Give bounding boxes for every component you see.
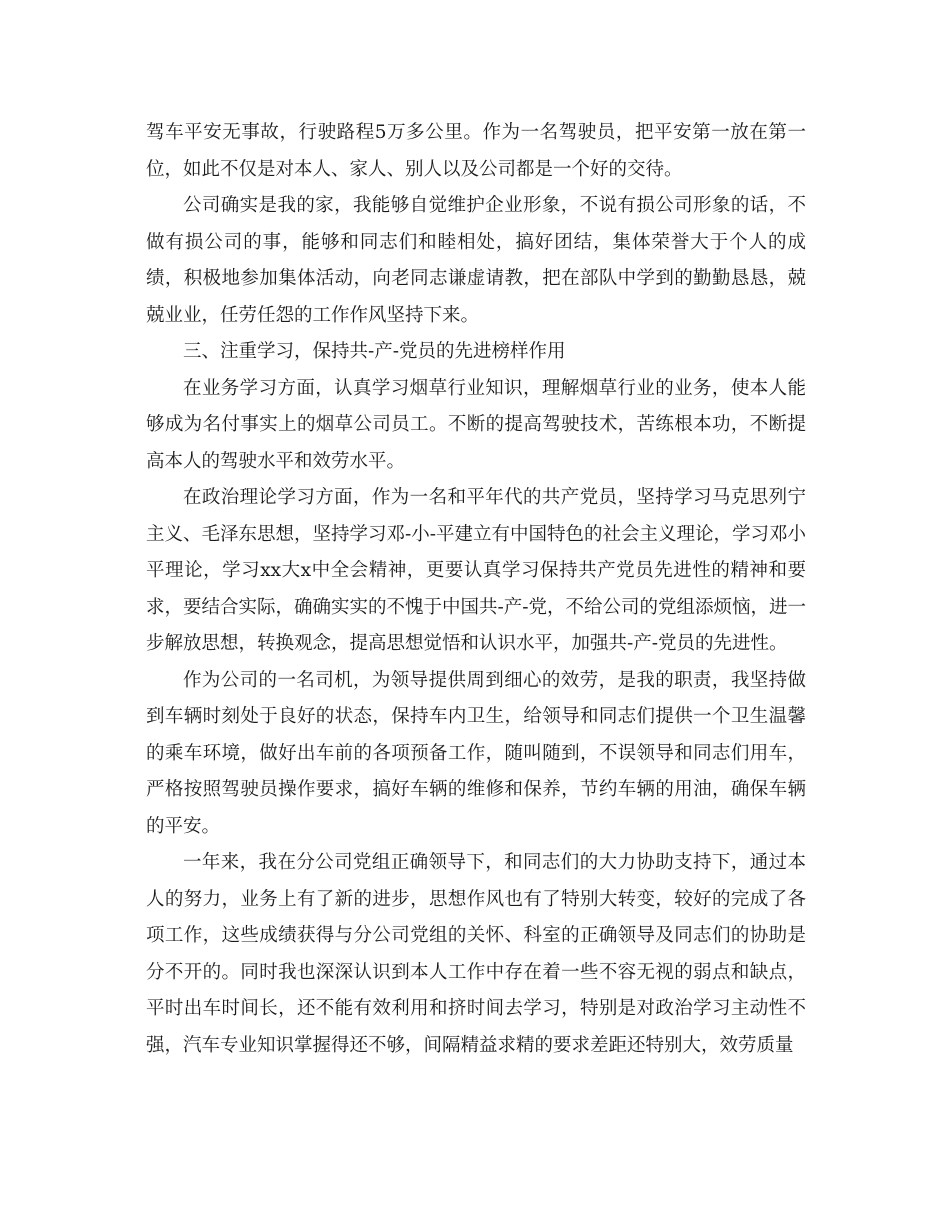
document-body [146,115,806,1064]
paragraph-driver-duty: 作为公司的一名司机，为领导提供周到细心的效劳，是我的职责，我坚持做到车辆时刻处于良好的状态，保持车内卫生，给领导和同志们提供一个卫生温馨的乘车环境，做好出车前的各项预备工作，随叫随到，不误领导和同志们用车，严格按照驾驶员操作要求，搞好车辆的维修和保养，节约车辆的用油，确保车辆的平安。 [146,669,806,837]
paragraph-company-home: 公司确实是我的家，我能够自觉维护企业形象，不说有损公司形象的话，不做有损公司的事，能够和同志们和睦相处，搞好团结，集体荣誉大于个人的成绩，积极地参加集体活动，向老同志谦虚请教，把在部队中学到的勤勤恳恳，兢兢业业，任劳任怨的工作作风坚持下来。 [146,195,806,326]
paragraph-year-summary: 一年来，我在分公司党组正确领导下，和同志们的大力协助支持下，通过本人的努力，业务上有了新的进步，思想作风也有了特别大转变，较好的完成了各项工作，这些成绩获得与分公司党组的关怀、科室的正确领导及同志们的协助是分不开的。同时我也深深认识到本人工作中存在着一些不容无视的弱点和缺点，平时出车时间长，还不能有效利用和挤时间去学习，特别是对政治学习主动性不强，汽车专业知识掌握得还不够，间隔精益求精的要求差距还特别大，效劳质量 [146,852,806,1056]
section-heading-study: 三、注重学习，保持共-产-党员的先进榜样作用 [183,341,566,362]
paragraph-business-study: 在业务学习方面，认真学习烟草行业知识，理解烟草行业的业务，使本人能够成为名付事实上的烟草公司员工。不断的提高驾驶技术，苦练根本功，不断提高本人的驾驶水平和效劳水平。 [146,377,806,472]
paragraph-continuation: 驾车平安无事故，行驶路程5万多公里。作为一名驾驶员，把平安第一放在第一位，如此不仅是对本人、家人、别人以及公司都是一个好的交待。 [146,122,806,180]
paragraph-political-study: 在政治理论学习方面，作为一名和平年代的共产党员，坚持学习马克思列宁主义、毛泽东思想，坚持学习邓-小-平建立有中国特色的社会主义理论，学习邓小平理论，学习xx大x中全会精神，更要认真学习保持共产党员先进性的精神和要求，要结合实际，确确实实的不愧于中国共-产-党，不给公司的党组添烦恼，进一步解放思想，转换观念，提高思想觉悟和认识水平，加强共-产-党员的先进性。 [146,487,807,654]
